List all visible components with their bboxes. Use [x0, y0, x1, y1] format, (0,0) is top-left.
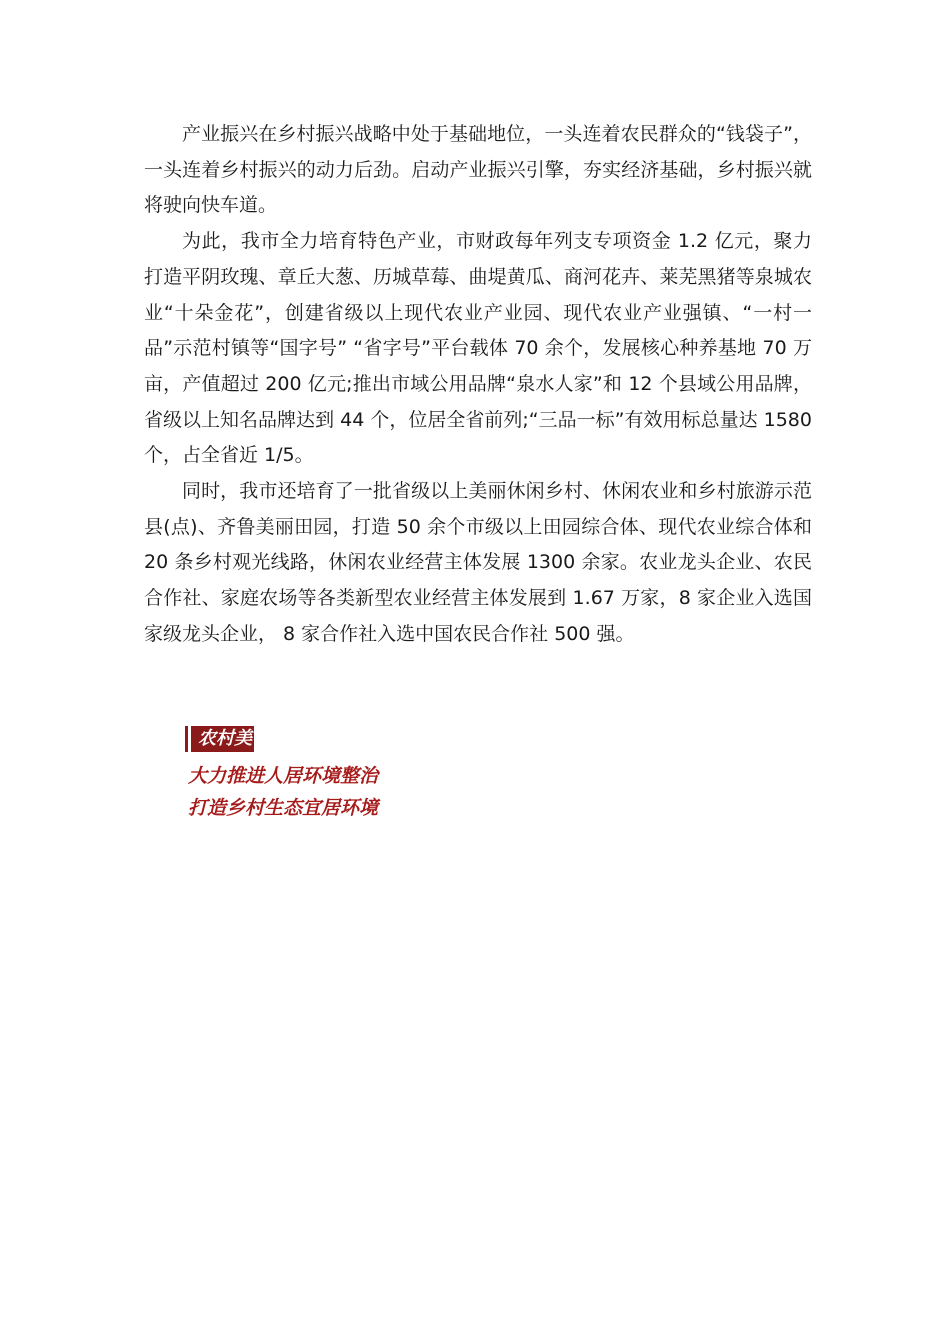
paragraph-featured-industries: 为此，我市全力培育特色产业，市财政每年列支专项资金 1.2 亿元，聚力打造平阴玫瑰、章丘大葱、历城草莓、曲堤黄瓜、商河花卉、莱芜黑猪等泉城农业“十朵金花”，创建省级以上现代农业产业园、现代农业产业强镇、“一村一品”示范村镇等“国字号” “省字号”平台载体 70 余个，发展核心种养基地 70 万亩，产值超过 200 亿元;推出市域公用品牌“泉水人家”和 12 个县域公用品牌， 省级以上知名品牌达到 44 个，位居全省前列;“三品一标”有效用标总量达 1580 个，占全省近 1/5。: [144, 230, 812, 467]
section-headline-1: 大力推进人居环境整治: [188, 765, 379, 787]
paragraph-leisure-agriculture: 同时，我市还培育了一批省级以上美丽休闲乡村、休闲农业和乡村旅游示范县(点)、齐鲁美丽田园，打造 50 余个市级以上田园综合体、现代农业综合体和 20 条乡村观光线路，休闲农业经营主体发展 1300 余家。农业龙头企业、农民合作社、家庭农场等各类新型农业经营主体发展到 1.67 万家，8 家企业入选国家级龙头企业， 8 家合作社入选中国农民合作社 500 强。: [144, 480, 812, 645]
paragraph-industry-revitalization: 产业振兴在乡村振兴战略中处于基础地位，一头连着农民群众的“钱袋子”，一头连着乡村振兴的动力后劲。启动产业振兴引擎，夯实经济基础，乡村振兴就将驶向快车道。: [144, 123, 812, 217]
section-headline-2: 打造乡村生态宜居环境: [188, 797, 379, 819]
article-body: [144, 117, 812, 653]
section-tag: 农村美: [188, 726, 254, 752]
section-heading-block: [188, 726, 608, 824]
